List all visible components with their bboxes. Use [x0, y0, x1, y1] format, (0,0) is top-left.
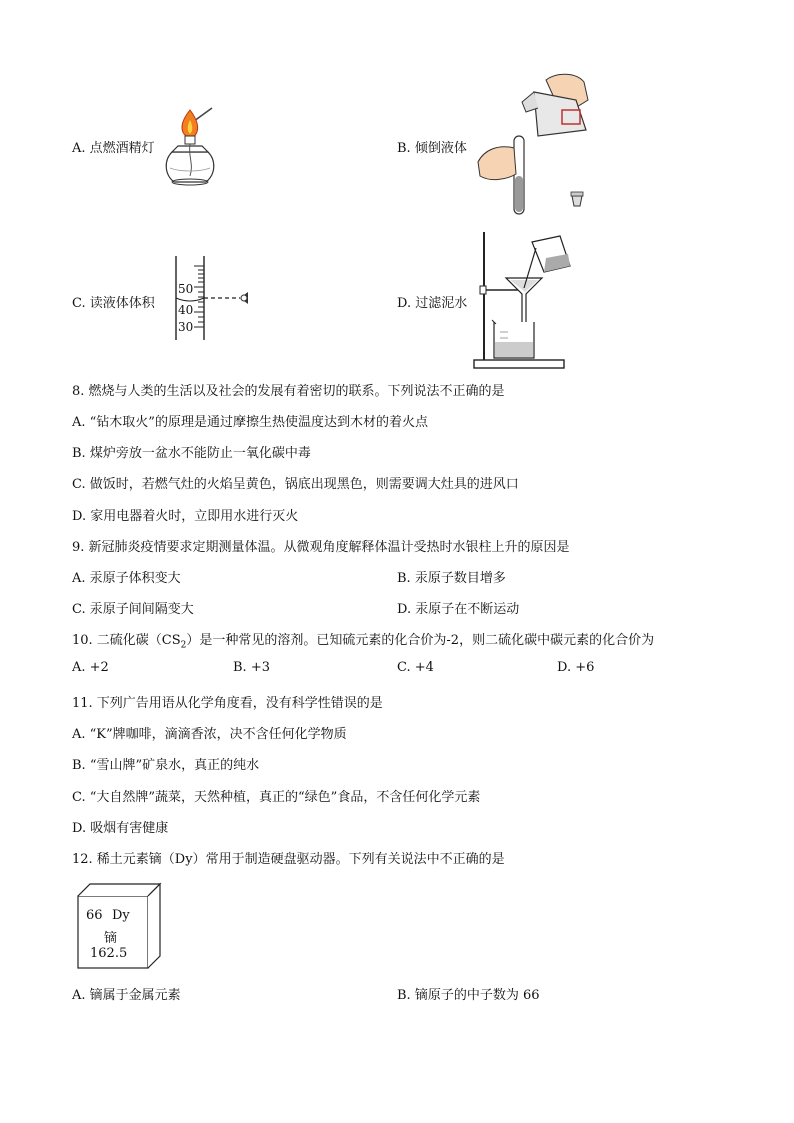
q8-option-b: B. 煤炉旁放一盆水不能防止一氧化碳中毒	[72, 446, 311, 461]
q11-option-d: D. 吸烟有害健康	[72, 821, 169, 836]
q9-stem: 9. 新冠肺炎疫情要求定期测量体温。从微观角度解释体温计受热时水银柱上升的原因是	[72, 540, 570, 555]
q10-stem	[72, 629, 654, 651]
q11-stem: 11. 下列广告用语从化学角度看，没有科学性错误的是	[72, 696, 383, 711]
q10-option-c: C. +4	[397, 660, 434, 675]
q10-option-b: B. +3	[233, 660, 270, 675]
q11-option-c: C. “大自然牌”蔬菜，天然种植，真正的“绿色”食品，不含任何化学元素	[72, 790, 481, 805]
q8-option-a: A. “钻木取火”的原理是通过摩擦生热使温度达到木材的着火点	[72, 415, 428, 430]
q10-option-d: D. +6	[557, 660, 595, 675]
pouring-liquid-icon	[476, 70, 606, 220]
q7-option-c: C. 读液体体积	[72, 296, 155, 311]
q12-option-b: B. 镝原子的中子数为 66	[397, 988, 540, 1003]
q7-option-b: B. 倾倒液体	[397, 141, 467, 156]
q12-option-a: A. 镝属于金属元素	[72, 988, 181, 1003]
q9-option-c: C. 汞原子间间隔变大	[72, 602, 194, 617]
element-name: 镝	[104, 931, 118, 946]
q8-option-d: D. 家用电器着火时，立即用水进行灭火	[72, 509, 299, 524]
q7-option-d: D. 过滤泥水	[397, 296, 468, 311]
cylinder-tick-30: 30	[178, 320, 194, 334]
q7-option-a: A. 点燃酒精灯	[72, 141, 155, 156]
q11-option-a: A. “K”牌咖啡，滴滴香浓，决不含任何化学物质	[72, 727, 347, 742]
q11-option-b: B. “雪山牌”矿泉水，真正的纯水	[72, 758, 260, 773]
q10-stem-sub: 2	[180, 640, 187, 651]
q8-option-c: C. 做饭时，若燃气灶的火焰呈黄色，锅底出现黑色，则需要调大灶具的进风口	[72, 477, 519, 492]
q9-option-a: A. 汞原子体积变大	[72, 571, 181, 586]
element-symbol: Dy	[112, 908, 130, 923]
q9-option-d: D. 汞原子在不断运动	[397, 602, 520, 617]
q10-option-a: A. +2	[72, 660, 109, 675]
q12-stem: 12. 稀土元素镝（Dy）常用于制造硬盘驱动器。下列有关说法中不正确的是	[72, 852, 505, 867]
cylinder-tick-40: 40	[178, 303, 194, 317]
q10-stem-pre: 10. 二硫化碳（CS	[72, 633, 181, 648]
alcohol-lamp-lighting-icon	[160, 102, 220, 192]
q9-option-b: B. 汞原子数目增多	[397, 571, 506, 586]
q8-stem: 8. 燃烧与人类的生活以及社会的发展有着密切的联系。下列说法不正确的是	[72, 384, 505, 399]
q10-stem-post: ）是一种常见的溶剂。已知硫元素的化合价为-2，则二硫化碳中碳元素的化合价为	[186, 633, 655, 648]
cylinder-tick-50: 50	[178, 282, 194, 296]
element-atomic-number: 66	[86, 908, 103, 923]
element-atomic-mass: 162.5	[90, 946, 128, 961]
filtration-apparatus-icon	[470, 228, 590, 372]
